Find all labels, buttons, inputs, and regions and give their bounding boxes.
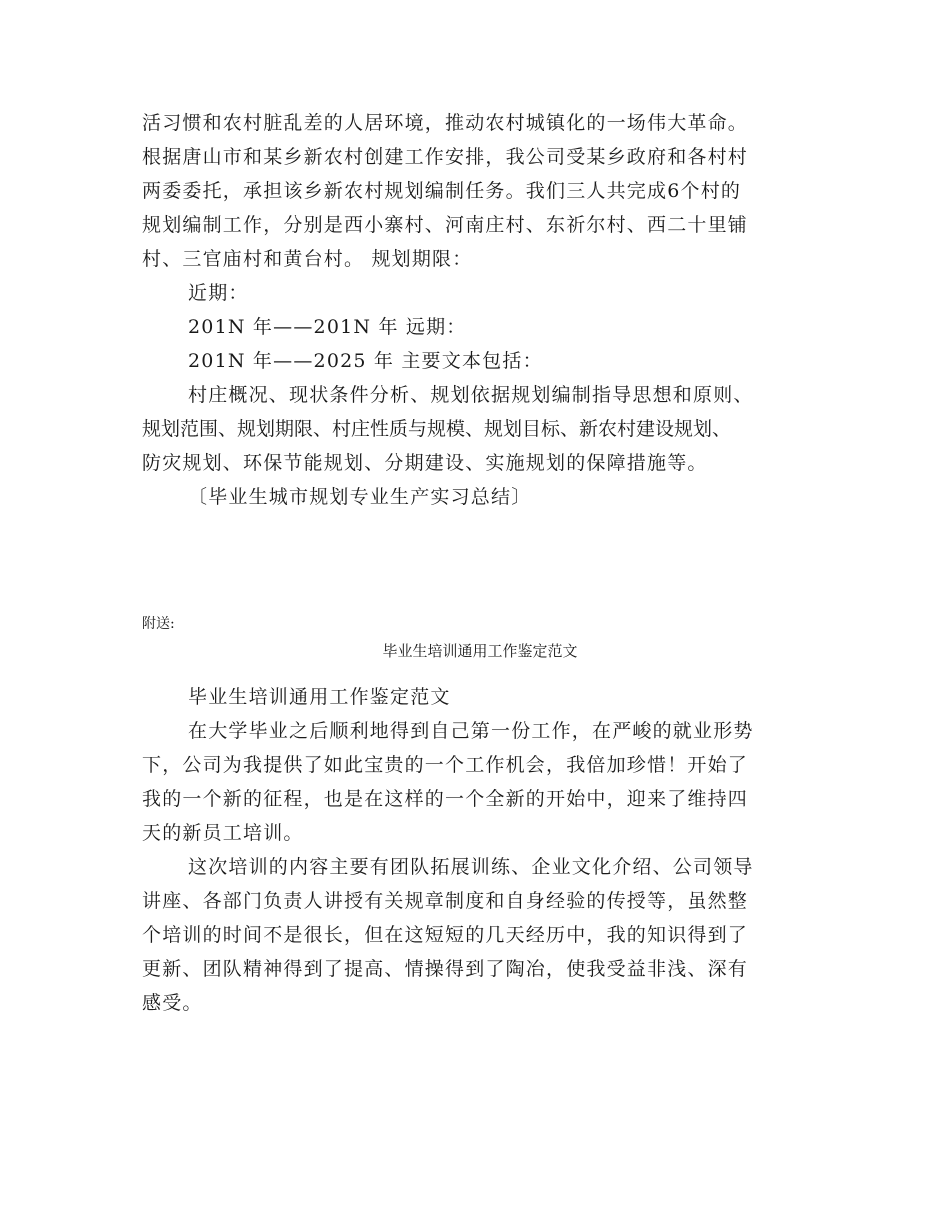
paragraph-line: 在大学毕业之后顺利地得到自己第一份工作，在严峻的就业形势 xyxy=(188,720,754,742)
section-practice-summary xyxy=(142,106,822,514)
paragraph-line: 根据唐山市和某乡新农村创建工作安排，我公司受某乡政府和各村村 xyxy=(142,146,749,168)
paragraph-line: 个培训的时间不是很长，但在这短短的几天经历中，我的知识得到了 xyxy=(142,924,749,946)
paragraph-line: 讲座、各部门负责人讲授有关规章制度和自身经验的传授等，虽然整 xyxy=(142,890,749,912)
paragraph-line: 201N 年——201N 年 远期： xyxy=(188,316,467,338)
paragraph-line: 规划编制工作，分别是西小寨村、河南庄村、东祈尔村、西二十里铺 xyxy=(142,214,749,236)
paragraph-line: 村庄概况、现状条件分析、规划依据规划编制指导思想和原则、 xyxy=(188,384,754,406)
paragraph-line: 两委委托，承担该乡新农村规划编制任务。我们三人共完成6个村的 xyxy=(142,180,742,202)
paragraph-line: 更新、团队精神得到了提高、情操得到了陶冶，使我受益非浅、深有 xyxy=(142,958,749,980)
section-training-appraisal xyxy=(142,680,822,1020)
paragraph-line: 近期： xyxy=(188,282,249,304)
paragraph-line: 下，公司为我提供了如此宝贵的一个工作机会，我倍加珍惜！开始了 xyxy=(142,754,749,776)
section-heading: 毕业生培训通用工作鉴定范文 xyxy=(188,686,451,708)
paragraph-line: 天的新员工培训。 xyxy=(142,822,304,844)
paragraph-line: 201N 年——2025 年 主要文本包括： xyxy=(188,350,543,372)
paragraph-line: 这次培训的内容主要有团队拓展训练、企业文化介绍、公司领导 xyxy=(188,856,754,878)
paragraph-line: 感受。 xyxy=(142,992,203,1014)
paragraph-line: 规划范围、规划期限、村庄性质与规模、规划目标、新农村建设规划、 xyxy=(142,418,732,440)
source-note: 〔毕业生城市规划专业生产实习总结〕 xyxy=(188,486,532,508)
appendix-label: 附送: xyxy=(142,616,175,632)
paragraph-line: 防灾规划、环保节能规划、分期建设、实施规划的保障措施等。 xyxy=(142,452,708,474)
paragraph-line: 村、三官庙村和黄台村。 规划期限： xyxy=(142,248,473,270)
paragraph-line: 我的一个新的征程，也是在这样的一个全新的开始中，迎来了维持四 xyxy=(142,788,749,810)
appendix-title: 毕业生培训通用工作鉴定范文 xyxy=(382,642,578,660)
paragraph-line: 活习惯和农村脏乱差的人居环境，推动农村城镇化的一场伟大革命。 xyxy=(142,112,749,134)
